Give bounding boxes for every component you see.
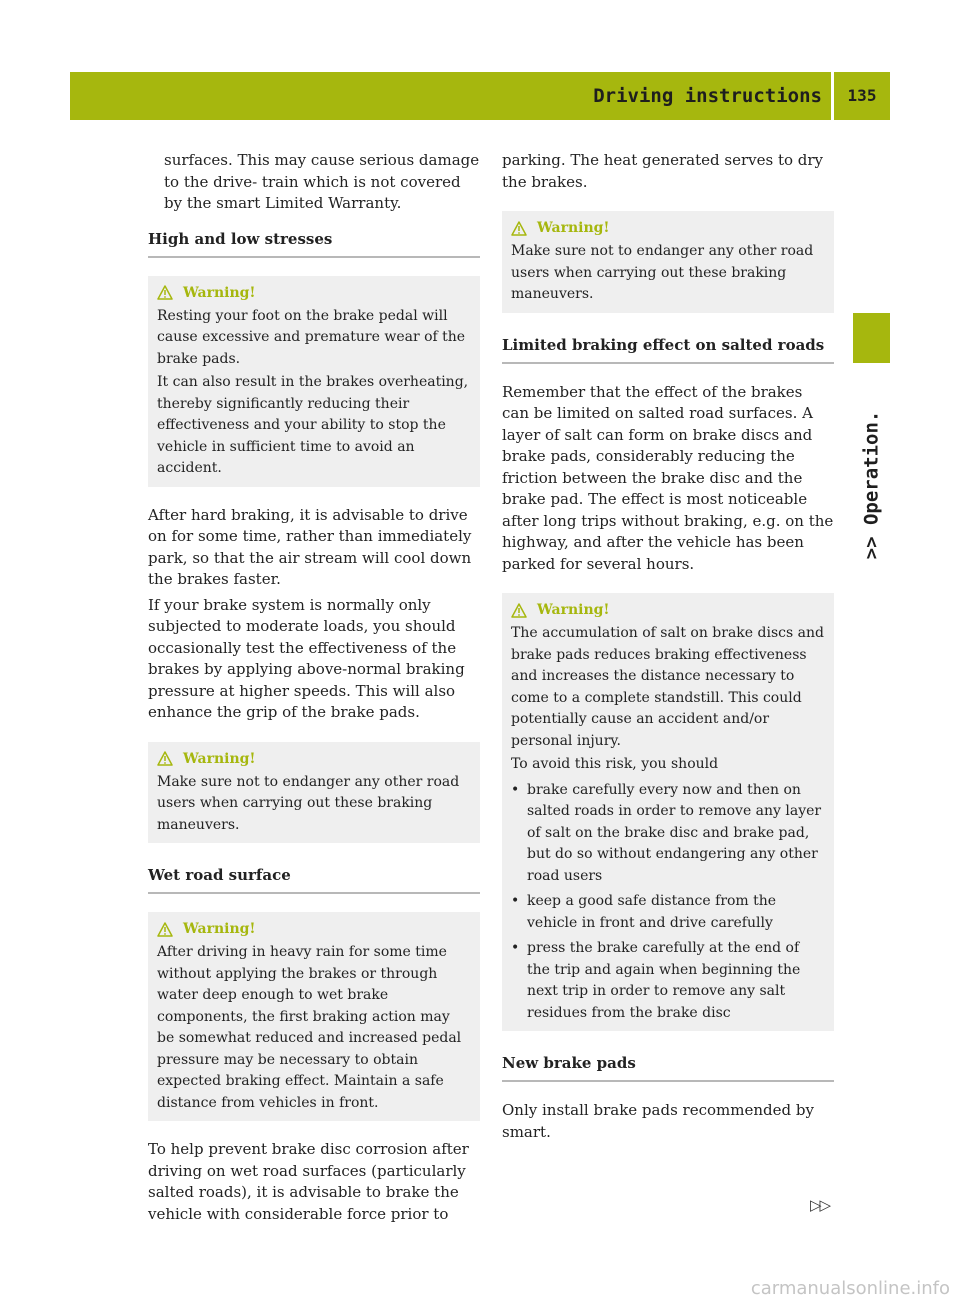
warning-paragraph: To avoid this risk, you should — [511, 756, 719, 772]
header-title: Driving instructions — [593, 85, 822, 107]
warning-title — [157, 918, 471, 940]
bullet-item — [511, 891, 825, 934]
warning-paragraph: Resting your foot on the brake pedal will cause excessive and premature wear of the brake pads. — [157, 307, 466, 367]
heading-new-brake-pads: New brake pads — [502, 1053, 834, 1082]
warning-title — [511, 599, 825, 621]
bullet-item — [511, 780, 825, 888]
body-paragraph: Only install brake pads recommended by smart. — [502, 1101, 814, 1141]
warning-title — [157, 748, 471, 770]
warning-paragraph: It can also result in the brakes overheating, thereby significantly reducing their effectiveness and your ability to stop the vehicle in sufficient time to avoid an accident. — [157, 374, 469, 476]
watermark: carmanualsonline.info — [750, 1278, 950, 1299]
heading-wet-road-surface: Wet road surface — [148, 865, 480, 894]
warning-triangle-icon — [157, 285, 173, 300]
warning-box — [502, 593, 834, 1031]
body-paragraph: After hard braking, it is advisable to drive on for some time, rather than immediately park, so that the air stream will cool down the brakes faster. — [148, 505, 472, 588]
right-intro-paragraph: parking. The heat generated serves to dry the brakes. — [502, 151, 824, 191]
bullet-dot: • — [511, 893, 520, 909]
section-tab — [853, 370, 890, 600]
warning-triangle-icon — [511, 221, 527, 236]
side-block — [853, 313, 890, 363]
bullet-text: press the brake carefully at the end of the trip and again when beginning the next trip in order to remove any salt residues from the brake disc — [527, 940, 801, 1021]
page-number: 135 — [847, 86, 877, 105]
body-paragraph: Remember that the effect of the brakes can be limited on salted road surfaces. A layer of salt can form on brake discs and brake pads, considerably reducing the friction between the brake disc and the brake pad. The effect is most noticeable after long trips without braking, e.g. on the highway, and after the vehicle has been parked for several hours. — [502, 382, 834, 573]
body-paragraph: If your brake system is normally only subjected to moderate loads, you should occasionally test the effectiveness of the brakes by applying above-normal braking pressure at higher speeds. This will also enhance the grip of the brake pads. — [148, 595, 465, 721]
warning-title — [157, 282, 471, 304]
warning-title-text: Warning! — [183, 921, 256, 937]
warning-title-text: Warning! — [537, 602, 610, 618]
warning-box — [148, 742, 480, 844]
heading-high-low-stresses: High and low stresses — [148, 229, 480, 258]
warning-paragraph: Make sure not to endanger any other road users when carrying out these braking maneuvers. — [511, 243, 814, 302]
warning-title-text: Warning! — [183, 284, 256, 301]
left-column — [148, 150, 480, 1225]
right-column — [502, 150, 834, 1143]
left-intro-paragraph: surfaces. This may cause serious damage to the drive- train which is not covered by the smart Limited Warranty. — [164, 151, 480, 212]
warning-paragraph: Make sure not to endanger any other road users when carrying out these braking maneuvers. — [157, 773, 460, 833]
warning-title-text: Warning! — [183, 750, 256, 767]
warning-title-text: Warning! — [537, 220, 610, 236]
warning-paragraph: The accumulation of salt on brake discs and brake pads reduces braking effectiveness and increases the distance necessary to come to a complete standstill. This could potentially cause an accident and/or personal injury. — [511, 625, 824, 749]
warning-title — [511, 217, 825, 239]
body-paragraph: To help prevent brake disc corrosion after driving on wet road surfaces (particularly salted roads), it is advisable to brake the vehicle with considerable force prior to — [148, 1140, 469, 1223]
heading-limited-braking-effect: Limited braking effect on salted roads — [502, 335, 834, 364]
warning-box — [148, 276, 480, 487]
warning-triangle-icon — [157, 751, 173, 766]
warning-triangle-icon — [157, 922, 173, 937]
bullet-dot: • — [511, 940, 520, 956]
double-arrow-right-icon: ▷▷ — [810, 1196, 830, 1214]
warning-triangle-icon — [511, 603, 527, 618]
warning-paragraph: After driving in heavy rain for some time without applying the brakes or through water deep enough to wet brake components, the first braking action may be somewhat reduced and increased pedal pressure may be necessary to obtain expected braking effect. Maintain a safe distance from vehicles in front. — [157, 944, 462, 1111]
bullet-text: keep a good safe distance from the vehicle in front and drive carefully — [527, 893, 777, 931]
warning-box — [502, 211, 834, 313]
bullet-dot: • — [511, 781, 520, 798]
bullet-text: brake carefully every now and then on salted roads in order to remove any layer of salt on the brake disc and brake pad, but do so without endangering any other road users — [527, 781, 822, 884]
bullet-item — [511, 938, 825, 1024]
section-tab-label: >> Operation. — [860, 410, 883, 560]
warning-box — [148, 912, 480, 1121]
